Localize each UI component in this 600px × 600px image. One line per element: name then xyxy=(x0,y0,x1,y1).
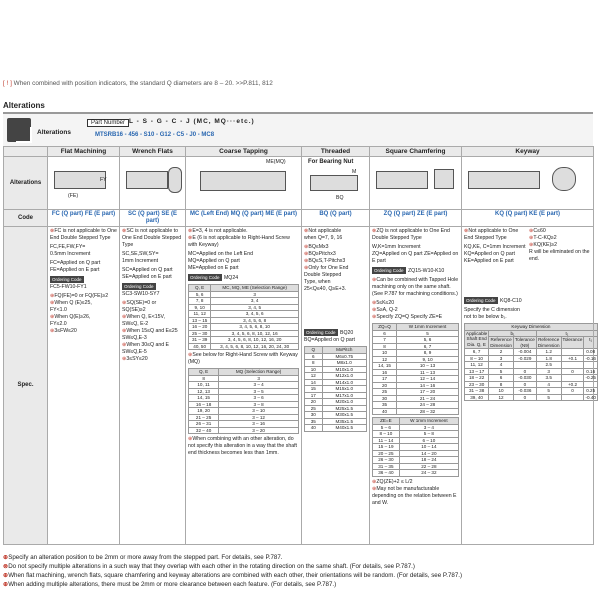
threaded-diagram: For Bearing Nut M BQ xyxy=(302,157,370,210)
threaded-pitch-table: Q MxPitch 6 M6x0.75 8 M8x1.0 10 M10x1.0 12 M12x1.0 14 M14x1.0 15 M15x1.0 17 M17x1.0 20 M20x1.0 25 M25x1.5 30 M30x1.5 35 M35x1.5 40 M40x1.5 xyxy=(304,346,367,432)
banner-label: Alterations xyxy=(37,129,71,136)
row-label-spec: Spec. xyxy=(4,227,48,545)
square-ze-table: ZE=E W 1mm Increment 5 – 6 3 – 4 8 – 10 5 – 8 11 – 14 6 – 10 15 – 19 10 – 14 20 – 25 14 – 20 26 – 30 18 – 24 31 – 35 22 – 28 36 – 40 24 – 32 xyxy=(372,417,459,477)
section-title: Alterations xyxy=(3,101,45,110)
footnote-1: ⊕Specify an alteration position to be 2mm or more away from the stepped part. For details, see P.787. xyxy=(3,554,283,561)
part-number-label: Part Number xyxy=(87,119,129,127)
col-flat-machining: Flat Machining xyxy=(48,147,120,157)
footnote-2: ⊗Do not specify multiple alterations in a such way that they overlap with each other in the rotating direction on the same shaft. (For details, see P.787.) xyxy=(3,563,415,570)
row-label-alterations: Alterations xyxy=(4,157,48,210)
spec-keyway: ⊗Not applicable to One End Stepped Type KQ,KE, C=1mm Increment KQ=Applied on Q part KE=Applied on E part ⊕C≤60 ⊕T-C-KQ≥2 ⊕KQ(KE)≥2 R will be eliminated on the end. Ordering Code KQ8-C10 Specify the C dimension not to be below b₁. Keyway Dimension Applicable Shaft End Dia. Q, E b₁ t₁ Reference Dimension Tolerance (N9) Reference Dimension Tolerance t₁ 6, 7 2 -0.004 1.2 0.08 8 – 10 3 -0.029 1.8 +0.1 -0.16 11, 12 4 2.5 13 – 17 5 0 3 0 0.16 18 – 22 6 -0.030 3.5 -0.25 23 – 30 8 0 4 +0.2 31 – 38 10 -0.036 5 0 0.25 39, 40 12 0 5 -0.40 xyxy=(462,227,594,545)
spec-flat: ⊗FC is not applicable to One End Double Stepped Type FC,FE,FW,FY= 0.5mm Increment FC=Applied on Q part FE=Applied on E part Ordering Code FC5-FW10-FY1 ⊕FQ(FE)=0 or FQ(FE)≥2 ⊕When Q (E)≤25, FY<1.0 ⊕When Q(E)≥26, FY≤2.0 ⊕3≤FW≤20 xyxy=(48,227,120,545)
spec-tapping: ⊗E=3, 4 is not applicable. ⊗E (6 is not applicable to Right-Hand Screw with Keyway) MC=Applied on the Left End MQ=Applied on Q part ME=Applied on E part Ordering Code MQ24 Q, E MC, MQ, ME (Selection Range) 5, 6 3 7, 8 3, 4 9, 10 3, 4, 5 11, 12 3, 4, 5, 6 13 – 15 3, 4, 5, 6, 8 16 – 20 3, 4, 5, 6, 8, 10 25 – 30 3, 4, 5, 6, 8, 10, 12, 16 31 – 39 3, 4, 5, 6, 8, 10, 12, 16, 20 40, 50 3, 4, 5, 6, 8, 10, 12, 16, 20, 24, 30 ⊕See below for Right-Hand Screw with Keyway (MQ) Q, E MQ (Selection Range) 8 3 10, 11 3 – 4 12, 13 3 – 5 14, 15 3 – 6 16 – 18 3 – 8 19, 20 3 – 10 21 – 25 3 – 12 26 – 31 3 – 16 32 – 40 3 – 20 ⊕When combining with an other alteration, do not specify this alteration in a way that the shaft end thickness becomes less than 1mm. xyxy=(186,227,302,545)
code-wrench: SC (Q part) SE (E part) xyxy=(120,210,186,227)
keyway-diagram xyxy=(462,157,594,210)
spec-threaded: ⊗Not applicable when Q=7, 9, 16 ⊕BQ≤Mx3 ⊕BQ≥Pitchx3 ⊕BQ≤S,T-Pitchx3 ⊕Only for One End Double Stepped Type, when 25<Q≤40, Q≥E+3. Ordering Code BQ20 BQ=Applied on Q part Q MxPitch 6 M6x0.75 8 M8x1.0 10 M10x1.0 12 M12x1.0 14 M14x1.0 15 M15x1.0 17 M17x1.0 20 M20x1.0 25 M25x1.5 30 M30x1.5 35 M35x1.5 40 M40x1.5 xyxy=(302,227,370,545)
alterations-table xyxy=(3,146,594,545)
col-square-chamfering: Square Chamfering xyxy=(370,147,462,157)
alterations-banner xyxy=(3,112,593,146)
square-zq-table: ZQ=Q W 1mm Increment 6 5 7 5, 6 8 6, 7 10 8, 9 12 9, 10 14, 15 10 – 13 16 11 – 13 17 12 – 14 20 14 – 16 25 17 – 20 30 21 – 24 35 24 – 28 40 28 – 32 xyxy=(372,323,459,415)
footnote-4: ⊕When adding multiple alterations, there must be 2mm or more clearance between each feature. (For details, see P.787.) xyxy=(3,581,337,588)
square-chamfering-diagram xyxy=(370,157,462,210)
col-coarse-tapping: Coarse Tapping xyxy=(186,147,302,157)
flat-machining-diagram: (FE) FY xyxy=(48,157,120,210)
spec-square: ⊗ZQ is not applicable to One End Double Stepped Type W,K=1mm Increment ZQ=Applied on Q part ZE=Applied on E part Ordering Code ZQ15-W10-K10 ⊕Can be combined with Tapped Hole machining only on the same shaft. (See P.787 for machining conditions.) ⊕5≤K≤20 ⊕S≥A, Q-2 ⊕Specify ZQ=Q Specify ZE=E ZQ=Q W 1mm Increment 6 5 7 5, 6 8 6, 7 10 8, 9 12 9, 10 14, 15 10 – 13 16 11 – 13 17 12 – 14 20 14 – 16 25 17 – 20 30 21 – 24 35 24 – 28 40 28 – 32 ZE=E W 1mm Increment 5 – 6 3 – 4 8 – 10 5 – 8 11 – 14 6 – 10 15 – 19 10 – 14 20 – 25 14 – 20 26 – 30 18 – 24 31 – 35 22 – 28 36 – 40 24 – 32 ⊕ZQ(ZE)+2 ≤ L/2 ⊕May not be manufacturable depending on the relation between E and W. xyxy=(370,227,462,545)
footnote-3: ⊕When flat machining, wrench flats, square chamfering and keyway alterations are combined with each other, their orientations will be random. (For details, see P.787.) xyxy=(3,572,463,579)
wrench-flats-diagram xyxy=(120,157,186,210)
position-indicator-note: [ ! ] When combined with position indicators, the standard Q diameters are 8 – 20. >>P.811, 812 xyxy=(3,80,273,87)
col-keyway: Keyway xyxy=(462,147,594,157)
code-flat: FC (Q part) FE (E part) xyxy=(48,210,120,227)
code-keyway: KQ (Q part) KE (E part) xyxy=(462,210,594,227)
code-threaded: BQ (Q part) xyxy=(302,210,370,227)
part-number-example: MTSRB16 - 456 - S10 - G12 - C5 - J0 - MC8 xyxy=(95,132,215,138)
part-number-code: L - S - G - C - J (MC, MQ···etc.) xyxy=(129,118,255,125)
row-label-code: Code xyxy=(4,210,48,227)
alterations-icon xyxy=(7,118,31,142)
col-wrench-flats: Wrench Flats xyxy=(120,147,186,157)
code-tapping: MC (Left End) MQ (Q part) ME (E part) xyxy=(186,210,302,227)
spec-wrench: ⊗SC is not applicable to One End Double Stepped Type SC,SE,SW,SY= 1mm Increment SC=Applied on Q part SE=Applied on E part Ordering Code SC3-SW10-SY7 ⊕SQ(SE)=0 or SQ(SE)≥2 ⊕When Q, E<15V, SW≤Q, E-2 ⊕When 15≤Q and E≤25 SW≤Q,E-3 ⊕When 30≤Q and E SW≤Q,E-5 ⊕3≤SY≤20 xyxy=(120,227,186,545)
tapping-keyway-table: Q, E MQ (Selection Range) 8 3 10, 11 3 – 4 12, 13 3 – 5 14, 15 3 – 6 16 – 18 3 – 8 19, 20 3 – 10 21 – 25 3 – 12 26 – 31 3 – 16 32 – 40 3 – 20 xyxy=(188,368,299,434)
coarse-tapping-diagram: ME(MQ) xyxy=(186,157,302,210)
tapping-range-table: Q, E MC, MQ, ME (Selection Range) 5, 6 3 7, 8 3, 4 9, 10 3, 4, 5 11, 12 3, 4, 5, 6 13 – 15 3, 4, 5, 6, 8 16 – 20 3, 4, 5, 6, 8, 10 25 – 30 3, 4, 5, 6, 8, 10, 12, 16 31 – 39 3, 4, 5, 6, 8, 10, 12, 16, 20 40, 50 3, 4, 5, 6, 8, 10, 12, 16, 20, 24, 30 xyxy=(188,284,299,350)
keyway-dimension-table: Keyway Dimension Applicable Shaft End Dia. Q, E b₁ t₁ Reference Dimension Tolerance (N9) Reference Dimension Tolerance t₁ 6, 7 2 -0.004 1.2 0.08 8 – 10 3 -0.029 1.8 +0.1 -0.16 11, 12 4 2.5 13 – 17 5 0 3 0 0.16 18 – 22 6 -0.030 3.5 -0.25 23 – 30 8 0 4 +0.2 31 – 38 10 -0.036 5 0 0.25 39, 40 12 0 5 -0.40 xyxy=(466,324,596,400)
col-threaded: Threaded xyxy=(302,147,370,157)
code-square: ZQ (Q part) ZE (E part) xyxy=(370,210,462,227)
